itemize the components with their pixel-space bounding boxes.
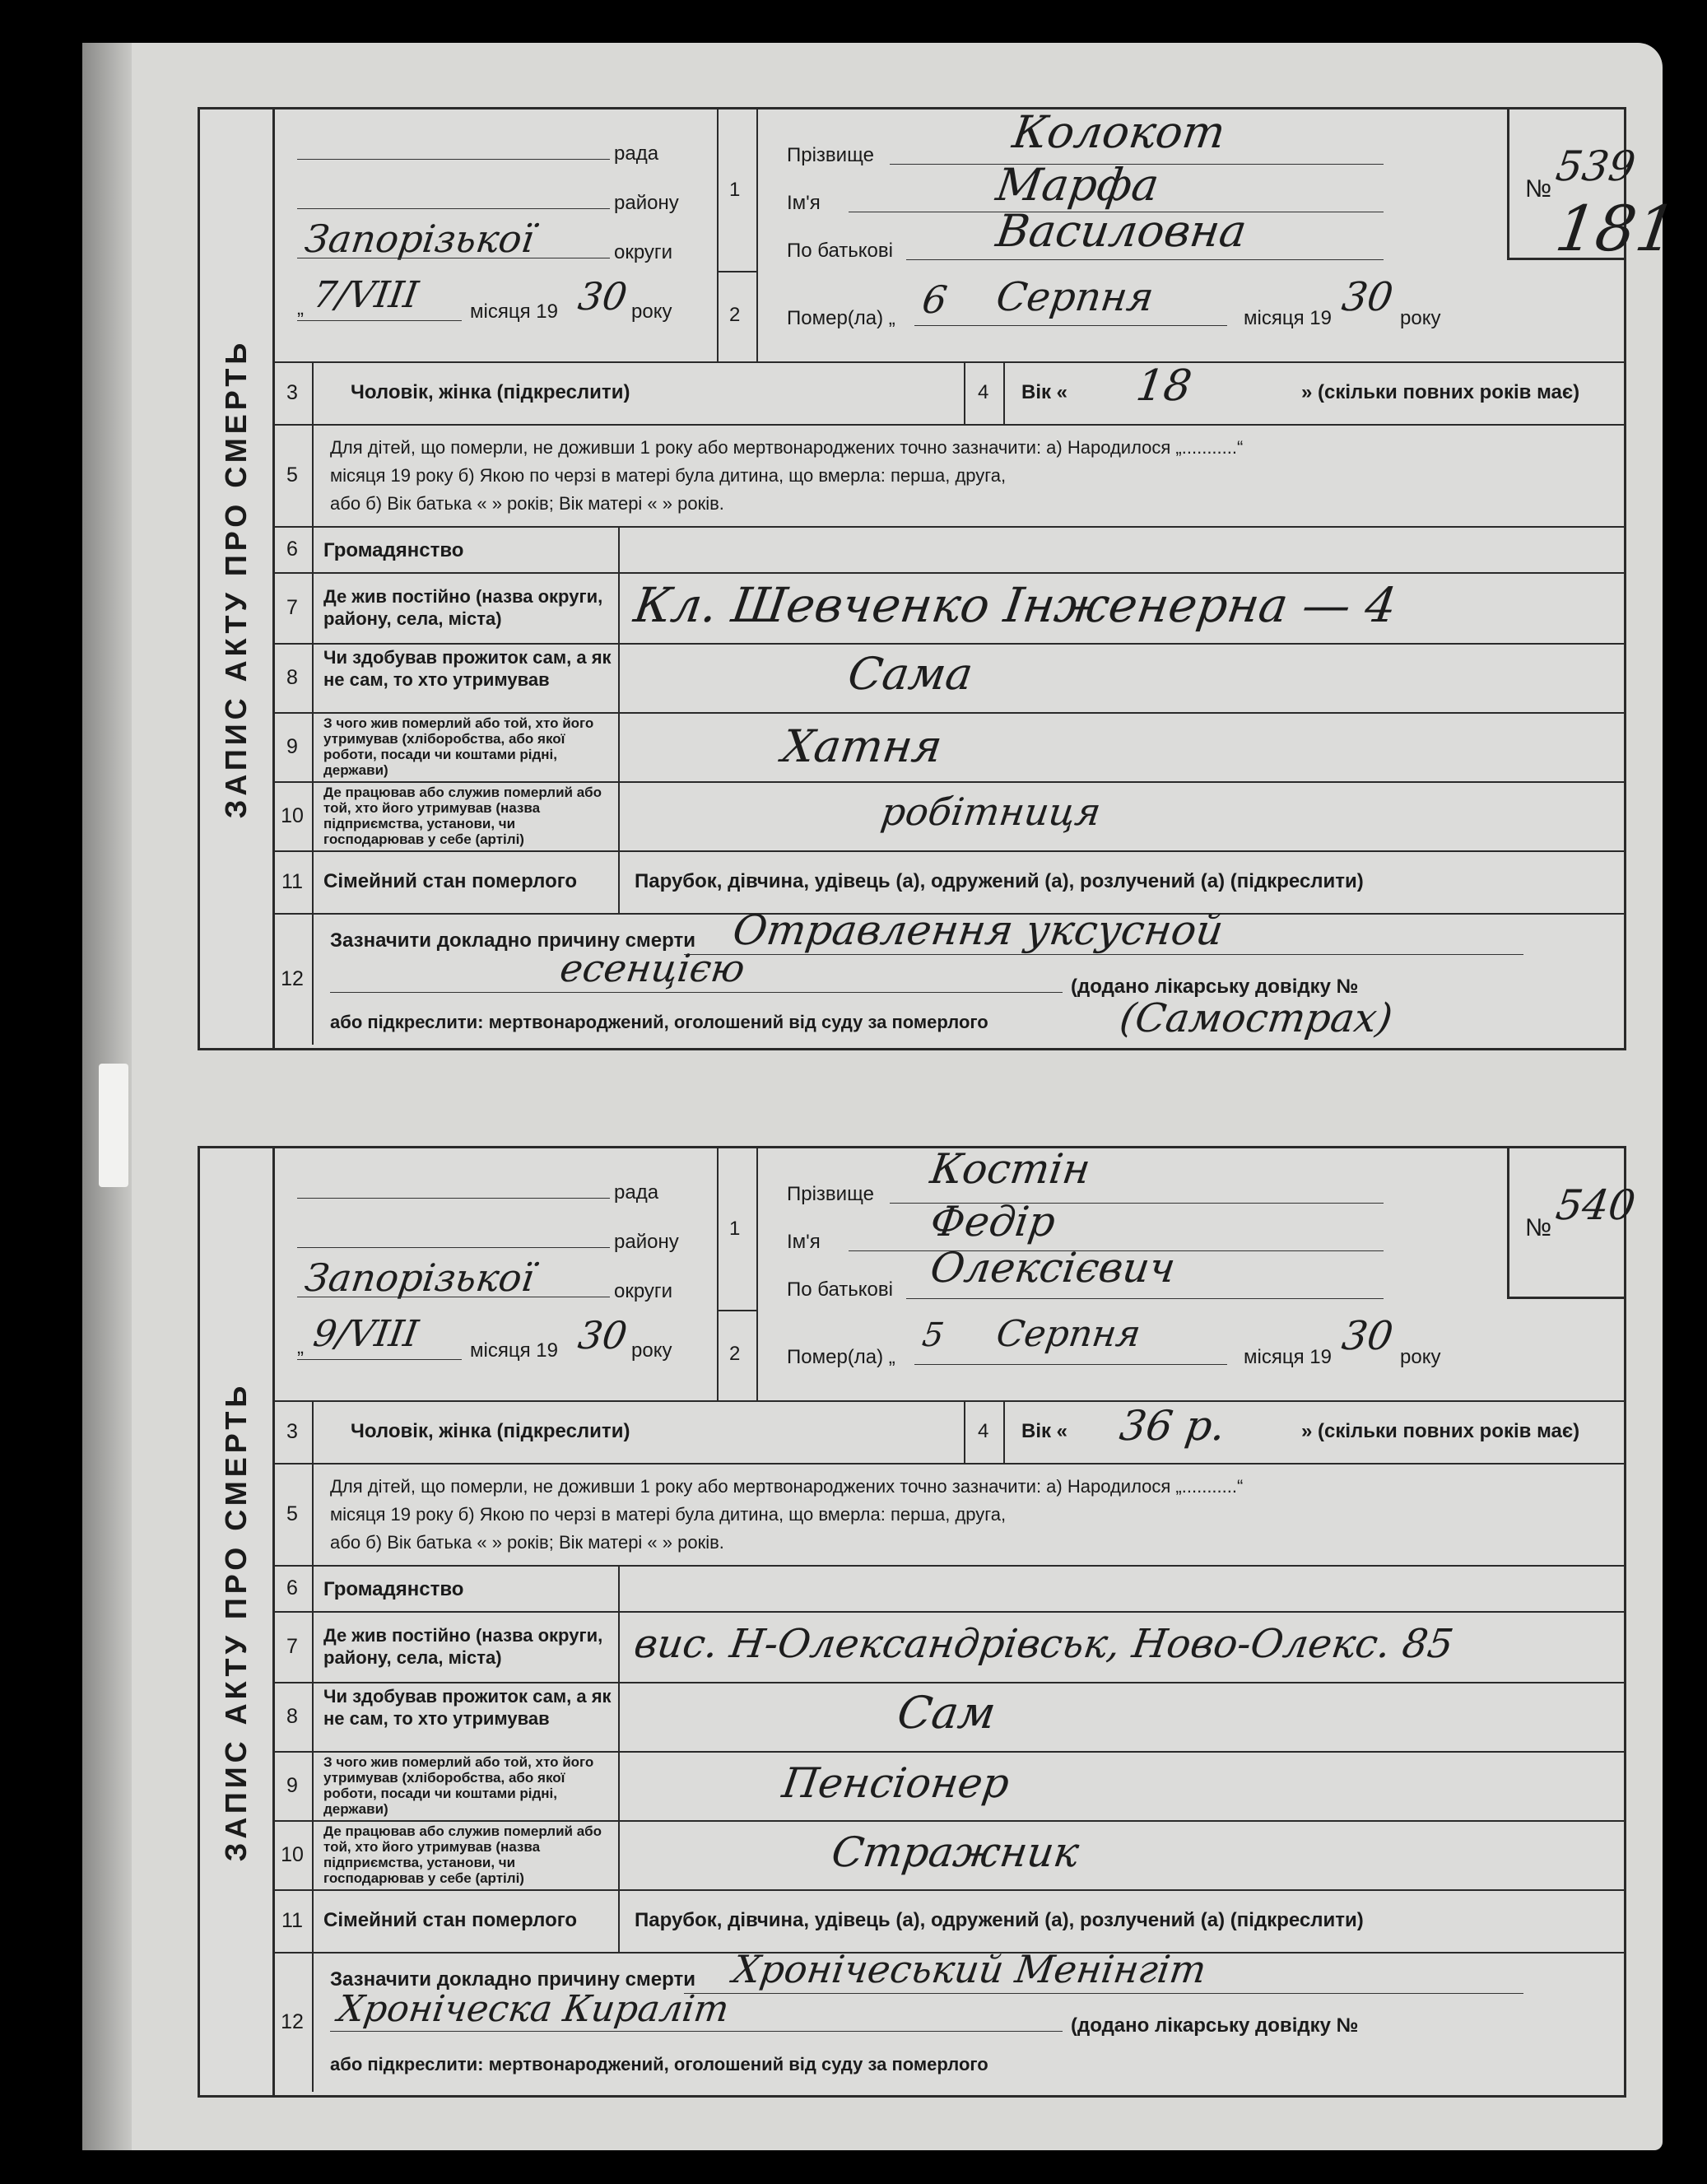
rada-label: рада xyxy=(614,142,659,165)
row-number-8: 8 xyxy=(272,1682,314,1751)
row-livelihood xyxy=(272,712,1624,783)
header-block xyxy=(272,106,1681,363)
cause-label: Зазначити докладно причину смерти xyxy=(330,1968,695,1991)
row-number-9: 9 xyxy=(272,1751,314,1820)
okrug-value: Запорізької xyxy=(302,217,537,261)
patronymic-label: По батькові xyxy=(787,1278,893,1301)
died-month-value: Серпня xyxy=(993,274,1157,320)
sidebar-title: ЗАПИС АКТУ ПРО СМЕРТЬ xyxy=(219,338,253,819)
patronymic-value: Василовна xyxy=(993,205,1250,257)
row-number-5: 5 xyxy=(272,424,314,526)
row-citizenship xyxy=(272,1565,1624,1613)
row-number-5: 5 xyxy=(272,1463,314,1565)
name-label: Ім'я xyxy=(787,192,821,214)
marital-options: Парубок, дівчина, удівець (а), одружений (а), розлучений (а) (підкреслити) xyxy=(635,1909,1364,1931)
age-value: 36 р. xyxy=(1116,1402,1229,1450)
children-line-3: або б) Вік батька « » років; Вік матері « » років. xyxy=(330,1532,724,1553)
cause-value-1: Хронічеський Менінгіт xyxy=(730,1947,1209,1991)
row-number-2: 2 xyxy=(729,1343,741,1365)
marital-label: Сімейний стан померлого xyxy=(323,1909,578,1931)
workplace-value: робітниця xyxy=(878,789,1104,834)
row-residence xyxy=(272,1611,1624,1683)
row-children xyxy=(272,424,1624,528)
row-number-3: 3 xyxy=(272,361,314,424)
cause-value-1: Отравлення уксусной xyxy=(729,906,1226,954)
row-number-1: 1 xyxy=(729,179,741,201)
died-year-value: 30 xyxy=(1339,274,1397,320)
workplace-label: Де працював або служив померлий або той, хто його утримував (назва підприємства, установи, чи господарював у себе (артілі) xyxy=(323,785,602,847)
name-label: Ім'я xyxy=(787,1231,821,1253)
okrug-label: округи xyxy=(614,1280,673,1302)
livelihood-value: Пенсіонер xyxy=(779,1759,1012,1807)
raion-label: району xyxy=(614,192,679,214)
died-month-label: місяця 19 xyxy=(1244,307,1332,329)
residence-value: Кл. Шевченко Інженерна — 4 xyxy=(630,577,1400,633)
record-number-prefix: № xyxy=(1525,175,1552,203)
children-line-1: Для дітей, що померли, не доживши 1 року або мертвонароджених точно зазначити: а) Народилося „...........“ xyxy=(330,1476,1244,1497)
row-number-9: 9 xyxy=(272,712,314,781)
registration-year: 30 xyxy=(575,274,630,319)
citizenship-label: Громадянство xyxy=(323,1578,464,1600)
row-earned xyxy=(272,643,1624,714)
residence-value: вис. Н-Олександрівськ, Ново-Олекс. 85 xyxy=(631,1621,1457,1667)
stillborn-label: або підкреслити: мертвонароджений, оголошений від суду за померлого xyxy=(330,2054,988,2075)
row-sex-age xyxy=(272,361,1624,426)
cause-note: (Самострах) xyxy=(1117,995,1396,1041)
row-number-4: 4 xyxy=(978,1420,989,1442)
age-prefix: Вік « xyxy=(1021,381,1068,403)
row-cause xyxy=(272,906,1624,1045)
row-number-11: 11 xyxy=(272,850,314,913)
date-month-label: місяця 19 xyxy=(470,300,558,323)
row-number-6: 6 xyxy=(272,1565,314,1611)
death-record-card-1 xyxy=(198,106,1681,1050)
patronymic-label: По батькові xyxy=(787,240,893,262)
marital-label: Сімейний стан померлого xyxy=(323,870,578,892)
row-number-12: 12 xyxy=(272,913,314,1045)
row-residence xyxy=(272,572,1624,645)
raion-label: району xyxy=(614,1231,679,1253)
died-year-value: 30 xyxy=(1339,1313,1397,1359)
row-marital xyxy=(272,1889,1624,1953)
med-cert-label: (додано лікарську довідку № xyxy=(1071,976,1359,998)
row-number-2: 2 xyxy=(729,304,741,326)
header-block xyxy=(272,1145,1639,1402)
okrug-label: округи xyxy=(614,241,673,263)
margin-number: 181 xyxy=(1551,192,1681,265)
children-line-1: Для дітей, що померли, не доживши 1 року або мертвонароджених точно зазначити: а) Народилося „...........“ xyxy=(330,437,1244,458)
residence-label: Де жив постійно (назва округи, району, села, міста) xyxy=(323,586,603,629)
sidebar xyxy=(200,109,275,1048)
row-citizenship xyxy=(272,526,1624,574)
age-suffix: » (скільки повних років має) xyxy=(1301,381,1580,403)
row-number-10: 10 xyxy=(272,781,314,850)
row-marital xyxy=(272,850,1624,915)
record-number-value: 539 xyxy=(1552,142,1639,190)
died-month-value: Серпня xyxy=(993,1313,1143,1355)
date-open-quote: „ xyxy=(297,297,304,319)
registration-year: 30 xyxy=(575,1313,630,1357)
cause-value-2: есенцією xyxy=(557,946,748,990)
registration-day: 9/VIII xyxy=(310,1313,421,1355)
row-number-7: 7 xyxy=(272,572,314,643)
row-number-8: 8 xyxy=(272,643,314,712)
archive-page xyxy=(82,43,1681,2150)
row-number-10: 10 xyxy=(272,1820,314,1889)
death-record-card-2 xyxy=(198,1145,1639,2098)
row-children xyxy=(272,1463,1624,1567)
died-day-value: 5 xyxy=(919,1316,947,1354)
sex-label: Чоловік, жінка (підкреслити) xyxy=(351,1420,630,1442)
record-number-value: 540 xyxy=(1552,1181,1639,1229)
rada-label: рада xyxy=(614,1181,659,1204)
date-month-label: місяця 19 xyxy=(470,1339,558,1362)
livelihood-value: Хатня xyxy=(779,720,946,772)
surname-value: Костін xyxy=(927,1145,1094,1193)
earned-label: Чи здобував прожиток сам, а як не сам, то хто утримував xyxy=(323,1686,612,1729)
died-label: Помер(ла) „ xyxy=(787,1346,895,1368)
row-workplace xyxy=(272,781,1624,852)
row-sex-age xyxy=(272,1400,1624,1465)
date-year-label: року xyxy=(631,300,672,323)
row-number-6: 6 xyxy=(272,526,314,572)
stillborn-label: або підкреслити: мертвонароджений, оголошений від суду за померлого xyxy=(330,1012,988,1032)
earned-value: Сама xyxy=(844,648,976,700)
date-year-label: року xyxy=(631,1339,672,1362)
surname-label: Прізвище xyxy=(787,1183,874,1205)
age-value: 18 xyxy=(1133,361,1195,411)
died-month-label: місяця 19 xyxy=(1244,1346,1332,1368)
livelihood-label: З чого жив померлий або той, хто його утримував (хліборобства, або якої роботи, посади чи коштами рідні, держави) xyxy=(323,1754,594,1817)
earned-value: Сам xyxy=(894,1687,999,1739)
row-earned xyxy=(272,1682,1624,1753)
row-workplace xyxy=(272,1820,1624,1891)
earned-label: Чи здобував прожиток сам, а як не сам, то хто утримував xyxy=(323,647,612,690)
date-open-quote: „ xyxy=(297,1336,304,1358)
row-cause xyxy=(272,1947,1624,2092)
row-number-1: 1 xyxy=(729,1218,741,1240)
name-value: Федір xyxy=(927,1198,1058,1246)
residence-label: Де жив постійно (назва округи, району, села, міста) xyxy=(323,1625,603,1668)
workplace-label: Де працював або служив померлий або той, хто його утримував (назва підприємства, установи, чи господарював у себе (артілі) xyxy=(323,1823,602,1886)
sex-label: Чоловік, жінка (підкреслити) xyxy=(351,381,630,403)
med-cert-label: (додано лікарську довідку № xyxy=(1071,2014,1359,2037)
row-number-12: 12 xyxy=(272,1952,314,2092)
sidebar xyxy=(200,1148,275,2095)
livelihood-label: З чого жив померлий або той, хто його утримував (хліборобства, або якої роботи, посади чи коштами рідні, держави) xyxy=(323,715,594,778)
children-line-3: або б) Вік батька « » років; Вік матері « » років. xyxy=(330,493,724,514)
died-year-label: року xyxy=(1400,1346,1441,1368)
died-day-value: 6 xyxy=(919,277,951,322)
surname-value: Колокот xyxy=(1009,106,1229,158)
age-suffix: » (скільки повних років має) xyxy=(1301,1420,1580,1442)
row-number-3: 3 xyxy=(272,1400,314,1463)
okrug-value: Запорізької xyxy=(302,1255,537,1300)
row-number-7: 7 xyxy=(272,1611,314,1682)
cause-label: Зазначити докладно причину смерти xyxy=(330,929,695,952)
children-line-2: місяця 19 року б) Якою по черзі в матері була дитина, що вмерла: перша, друга, xyxy=(330,465,1007,486)
sidebar-title: ЗАПИС АКТУ ПРО СМЕРТЬ xyxy=(219,1381,253,1862)
surname-label: Прізвище xyxy=(787,144,874,166)
children-line-2: місяця 19 року б) Якою по черзі в матері була дитина, що вмерла: перша, друга, xyxy=(330,1504,1007,1525)
row-livelihood xyxy=(272,1751,1624,1822)
record-number-prefix: № xyxy=(1525,1214,1552,1241)
cause-value-2: Хроніческа Кираліт xyxy=(335,1988,732,2030)
died-year-label: року xyxy=(1400,307,1441,329)
registration-day: 7/VIII xyxy=(310,274,421,316)
name-value: Марфа xyxy=(993,159,1162,211)
row-number-11: 11 xyxy=(272,1889,314,1952)
age-prefix: Вік « xyxy=(1021,1420,1068,1442)
marital-options: Парубок, дівчина, удівець (а), одружений (а), розлучений (а) (підкреслити) xyxy=(635,870,1364,892)
row-number-4: 4 xyxy=(978,381,989,403)
workplace-value: Стражник xyxy=(828,1828,1082,1876)
citizenship-label: Громадянство xyxy=(323,539,464,561)
patronymic-value: Олексієвич xyxy=(927,1244,1179,1292)
died-label: Помер(ла) „ xyxy=(787,307,895,329)
